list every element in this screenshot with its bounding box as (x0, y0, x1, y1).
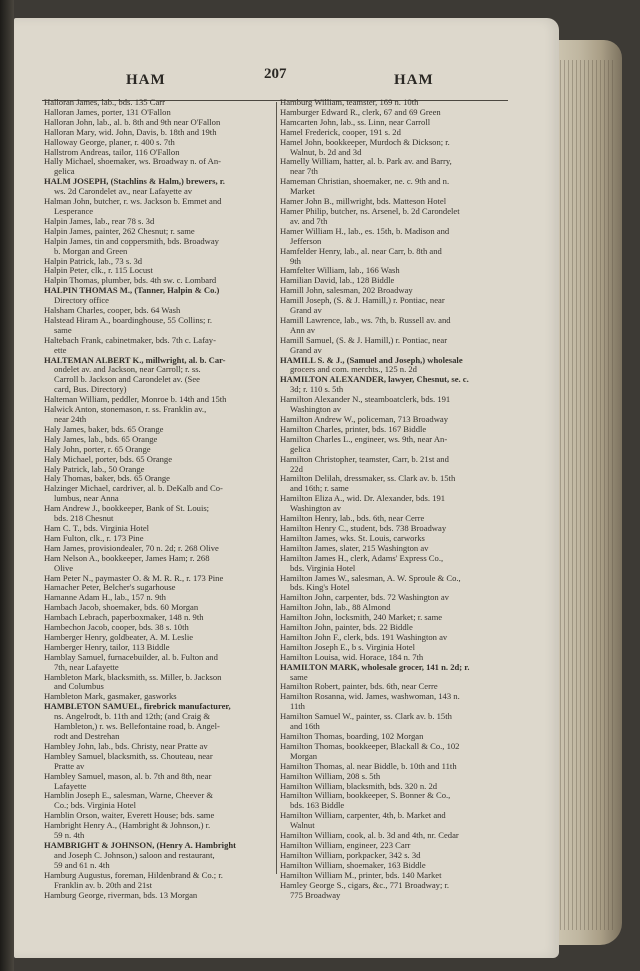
directory-entry-line: Directory office (54, 295, 109, 306)
directory-entry-line: 775 Broadway (290, 889, 341, 900)
directory-entry-line: Halsham Charles, cooper, bds. 64 Wash (44, 305, 181, 316)
directory-entry-line: Hamilton John, carpenter, bds. 72 Washington av (280, 592, 449, 603)
directory-entry-line: HALPIN THOMAS M., (Tanner, Halpin & Co.) (44, 285, 220, 296)
column-divider (276, 102, 277, 874)
directory-entry-line: Hambright Henry A., (Hambright & Johnson,) r. (44, 820, 211, 831)
directory-entry-line: Halloran John, lab., al. b. 8th and 9th near O'Fallon (44, 116, 221, 127)
directory-entry-line: Hamilton Rosanna, wid. James, washwoman, 143 n. (280, 691, 460, 702)
directory-entry-line: bds. King's Hotel (290, 582, 350, 593)
directory-entry-line: Grand av (290, 344, 322, 355)
directory-entry-line: Hamilton Delilah, dressmaker, ss. Clark av. b. 15th (280, 473, 456, 484)
directory-entry-line: Haly Michael, porter, bds. 65 Orange (44, 453, 173, 464)
binding-shadow (0, 0, 14, 971)
page-number: 207 (264, 66, 287, 82)
directory-entry-line: Hamilton John F., clerk, bds. 191 Washington av (280, 631, 448, 642)
directory-entry-line: and 16th; r. same (290, 483, 349, 494)
directory-entry-line: Hambley John, lab., bds. Christy, near Pratte av (44, 740, 208, 751)
directory-entry-line: Hamilton John, locksmith, 240 Market; r. same (280, 612, 443, 623)
header-right-keyword: HAM (394, 72, 434, 88)
directory-entry-line: lumbus, near Anna (54, 493, 119, 504)
directory-entry-line: 11th (290, 701, 305, 712)
directory-entry-line: Washington av (290, 503, 342, 514)
directory-entry-line: Hambleton Mark, gasmaker, gasworks (44, 691, 177, 702)
directory-entry-line: Haly James, baker, bds. 65 Orange (44, 423, 164, 434)
directory-entry-line: Pratte av (54, 760, 85, 771)
directory-entry-line: Hamer John B., millwright, bds. Matteson Hotel (280, 196, 447, 207)
directory-entry-line: 59 and 61 n. 4th (54, 859, 110, 870)
directory-entry-line: bds. 218 Chesnut (54, 513, 114, 524)
directory-entry-line: Halloran James, porter, 131 O'Fallon (44, 106, 171, 117)
directory-entry-line: Halloran Mary, wid. John, Davis, b. 18th and 19th (44, 126, 217, 137)
directory-entry-line: and Columbus (54, 681, 104, 692)
directory-entry-line: and 16th (290, 721, 320, 732)
directory-entry-line: Hamburg George, riverman, bds. 13 Morgan (44, 889, 198, 900)
directory-entry-line: Hamel John, bookkeeper, Murdoch & Dickson; r. (280, 136, 450, 147)
directory-entry-line: HALM JOSEPH, (Stachlins & Halm,) brewers, r. (44, 176, 225, 187)
directory-entry-line: Hamblin Joseph E., salesman, Warne, Cheever & (44, 790, 214, 801)
directory-entry-line: Hamilton William, shoemaker, 163 Biddle (280, 859, 426, 870)
directory-entry-line: bds. 163 Biddle (290, 800, 345, 811)
directory-entry-line: Ham James, provisiondealer, 70 n. 2d; r. 268 Olive (44, 542, 219, 553)
directory-entry-line: ondelet av. and Jackson, near Carroll; r. ss. (54, 364, 201, 375)
directory-entry-line: gelica (290, 443, 311, 454)
directory-entry-line: Hamilton Charles L., engineer, ws. 9th, near An- (280, 433, 448, 444)
directory-entry-line: HAMBRIGHT & JOHNSON, (Henry A. Hambright (44, 839, 237, 850)
page-stack-lines (560, 60, 614, 930)
page-header (14, 58, 559, 98)
directory-entry-line: Hamill Joseph, (S. & J. Hamill,) r. Pontiac, near (280, 295, 445, 306)
directory-entry-line: card, Bus. Directory) (54, 384, 127, 395)
directory-entry-line: Jefferson (290, 235, 322, 246)
directory-entry-line: same (290, 671, 308, 682)
directory-entry-line: gelica (54, 166, 75, 177)
directory-entry-line: Hameman Christian, shoemaker, ne. c. 9th and n. (280, 176, 450, 187)
directory-entry-line: Hamilton William, cook, al. b. 3d and 4th, nr. Cedar (280, 830, 459, 841)
directory-entry-line: Grand av (290, 305, 322, 316)
directory-entry-line: Hamilton James, slater, 215 Washington av (280, 542, 429, 553)
directory-entry-line: Halwick Anton, stonemason, r. ss. Franklin av., (44, 404, 207, 415)
directory-entry-line: Hamill Lawrence, lab., ws. 7th, b. Russell av. and (280, 314, 451, 325)
directory-entry-line: Hamfelder Henry, lab., al. near Carr, b. 8th and (280, 245, 442, 256)
directory-entry-line: HAMILTON ALEXANDER, lawyer, Chesnut, se. c. (280, 374, 469, 385)
directory-entry-line: Haly James, lab., bds. 65 Orange (44, 433, 158, 444)
directory-entry-line: Hambechon Jacob, cooper, bds. 38 s. 10th (44, 622, 189, 633)
directory-entry-line: ws. 2d Carondelet av., near Lafayette av (54, 186, 193, 197)
directory-entry-line: Hambach Lebrach, paperboxmaker, 148 n. 9th (44, 612, 204, 623)
directory-entry-line: Olive (54, 562, 74, 573)
directory-entry-line: Hamilton Thomas, boarding, 102 Morgan (280, 731, 424, 741)
directory-entry-line: b. Morgan and Green (54, 245, 128, 256)
directory-entry-line: Walnut, b. 2d and 3d (290, 146, 362, 157)
directory-entry-line: Morgan (290, 750, 318, 761)
directory-entry-line: Hamilton William, bookkeeper, S. Bonner & Co., (280, 790, 451, 801)
directory-entry-line: Ann av (290, 324, 316, 335)
directory-entry-line: Halteman William, peddler, Monroe b. 14th and 15th (44, 394, 227, 405)
directory-entry-line: Hamcarten John, lab., ss. Linn, near Carroll (280, 116, 431, 127)
directory-entry-line: Halloway George, planer, r. 400 s. 7th (44, 136, 175, 147)
directory-entry-line: Hamilton Christopher, teamster, Carr, b. 21st and (280, 453, 449, 464)
directory-entry-line: Hamilton Henry, lab., bds. 6th, near Cerre (280, 513, 425, 524)
directory-entry-line: bds. Virginia Hotel (290, 562, 356, 573)
directory-entry-line: Halpin Peter, clk., r. 115 Locust (44, 265, 153, 276)
directory-entry-line: Hamburg Augustus, foreman, Hildenbrand & Co.; r. (44, 869, 223, 880)
directory-entry-line: Ham Peter N., paymaster O. & M. R. R., r. 173 Pine (44, 572, 224, 583)
directory-entry-line: Hamilton Joseph E., b s. Virginia Hotel (280, 641, 415, 652)
directory-entry-line: Hambleton,) r. ws. Bellefontaine road, b. Angel- (54, 721, 220, 732)
left-column (44, 98, 274, 900)
directory-entry-line: Hamer Philip, butcher, ns. Arsenel, b. 2d Carondelet (280, 205, 460, 216)
directory-entry-line: Hamilton Henry C., student, bds. 738 Broadway (280, 522, 447, 533)
directory-entry-line: Hamburger Edward R., clerk, 67 and 69 Green (280, 106, 441, 117)
directory-entry-line: Hambley Samuel, blacksmith, ss. Chouteau, near (44, 750, 213, 761)
directory-entry-line: ns. Angelrodt, b. 11th and 12th; (and Craig & (54, 711, 211, 722)
directory-entry-line: Ham Fulton, clk., r. 173 Pine (44, 532, 144, 543)
directory-entry-line: Hamelly William, hatter, al. b. Park av. and Barry, (280, 156, 452, 167)
directory-entry-line: Co.; bds. Virginia Hotel (54, 800, 137, 811)
directory-entry-line: Hamberger Henry, tailor, 113 Biddle (44, 641, 170, 652)
directory-entry-line: 59 n. 4th (54, 830, 85, 841)
directory-entry-line: 9th (290, 255, 301, 266)
header-left-keyword: HAM (126, 72, 166, 88)
directory-entry-line: Lesperance (54, 205, 94, 216)
directory-entry-line: Ham Andrew J., bookkeeper, Bank of St. Louis; (44, 503, 210, 514)
directory-entry-line: Hamburg William, teamster, 169 n. 10th (280, 98, 419, 107)
directory-entry-line: Hamacher Peter, Belcher's sugarhouse (44, 582, 176, 593)
directory-entry-line: Halloran James, lab., bds. 135 Carr (44, 98, 166, 107)
directory-entry-line: Hamley George S., cigars, &c., 771 Broadway; r. (280, 879, 450, 890)
directory-entry-line: Hamilton William, porkpacker, 342 s. 3d (280, 849, 421, 860)
directory-entry-line: Hambach Jacob, shoemaker, bds. 60 Morgan (44, 602, 199, 613)
directory-entry-line: same (54, 324, 72, 335)
directory-entry-line: Market (290, 186, 315, 197)
directory-entry-line: rodt and Destrehan (54, 731, 120, 741)
directory-entry-line: Walnut (290, 820, 315, 831)
directory-entry-line: Haly Thomas, baker, bds. 65 Orange (44, 473, 170, 484)
directory-entry-line: Hamberger Henry, goldbeater, A. M. Leslie (44, 631, 194, 642)
directory-entry-line: 3d; r. 110 s. 5th (290, 384, 344, 395)
directory-entry-line: av. and 7th (290, 215, 328, 226)
directory-entry-line: HALTEMAN ALBERT K., millwright, al. b. Car- (44, 354, 226, 365)
directory-entry-line: near 24th (54, 414, 87, 424)
directory-entry-line: Hamilton Samuel W., painter, ss. Clark av. b. 15th (280, 711, 452, 722)
directory-entry-line: Ham C. T., bds. Virginia Hotel (44, 522, 150, 533)
directory-entry-line: 22d (290, 463, 303, 474)
directory-entry-line: Hamilian David, lab., 128 Biddle (280, 275, 395, 286)
directory-entry-line: Hamilton James W., salesman, A. W. Sproule & Co., (280, 572, 461, 583)
directory-entry-line: Hambley Samuel, mason, al. b. 7th and 8th, near (44, 770, 212, 781)
directory-entry-line: Hamilton Charles, printer, bds. 167 Biddle (280, 423, 427, 434)
directory-entry-line: Hamilton William, blacksmith, bds. 320 n. 2d (280, 780, 438, 791)
right-column (280, 98, 511, 900)
directory-entry-line: Hamilton Thomas, bookkeeper, Blackall & Co., 102 (280, 740, 460, 751)
directory-entry-line: Carroll b. Jackson and Carondelet av. (See (54, 374, 200, 385)
directory-entry-line: Halpin James, tin and coppersmith, bds. Broadway (44, 235, 219, 246)
directory-entry-line: Hambleton Mark, blacksmith, ss. Miller, b. Jackson (44, 671, 222, 682)
directory-entry-line: Halpin Patrick, lab., 73 s. 3d (44, 255, 143, 266)
directory-entry-line: grocers and com. merchts., 125 n. 2d (290, 364, 417, 375)
directory-entry-line: Hamblay Samuel, furnacebuilder, al. b. Fulton and (44, 651, 218, 662)
directory-entry-line: HAMILL S. & J., (Samuel and Joseph,) wholesale (280, 354, 463, 365)
directory-entry-line: Lafayette (54, 780, 87, 791)
directory-entry-line: Hamilton Robert, painter, bds. 6th, near Cerre (280, 681, 438, 692)
directory-entry-line: Halzinger Michael, cardriver, al. b. DeKalb and Co- (44, 483, 223, 494)
directory-entry-line: near 7th (290, 166, 318, 177)
directory-entry-line: Hamilton Louisa, wid. Horace, 184 n. 7th (280, 651, 424, 662)
directory-entry-line: Hamilton Thomas, al. near Biddle, b. 10th and 11th (280, 760, 457, 771)
directory-entry-line: Ham Nelson A., bookkeeper, James Ham; r. 268 (44, 552, 210, 563)
directory-entry-line: and Joseph C. Johnson,) saloon and restaurant, (54, 849, 215, 860)
directory-entry-line: Halstead Hiram A., boardinghouse, 55 Collins; r. (44, 314, 213, 325)
directory-entry-line: Hamill John, salesman, 202 Broadway (280, 285, 413, 296)
directory-entry-line: Hallstrom Andreas, tailor, 116 O'Fallon (44, 146, 180, 157)
directory-entry-line: Hamilton Andrew W., policeman, 713 Broadway (280, 414, 449, 424)
directory-entry-line: Hamilton William, carpenter, 4th, b. Market and (280, 810, 446, 821)
directory-entry-line: Hamilton James, wks. St. Louis, carworks (280, 532, 425, 543)
directory-entry-line: HAMILTON MARK, wholesale grocer, 141 n. 2d; r. (280, 661, 470, 672)
directory-entry-line: Hamilton William, engineer, 223 Carr (280, 839, 411, 850)
directory-entry-line: Hamilton Alexander N., steamboatclerk, bds. 191 (280, 394, 451, 405)
directory-entry-line: Hamblin Orson, waiter, Everett House; bds. same (44, 810, 215, 821)
directory-entry-line: Halpin Thomas, plumber, bds. 4th sw. c. Lombard (44, 275, 217, 286)
directory-entry-line: Haly John, porter, r. 65 Orange (44, 443, 151, 454)
directory-entry-line: Hamilton John, painter, bds. 22 Biddle (280, 622, 413, 633)
directory-entry-line: Hamanne Adam H., lab., 157 n. 9th (44, 592, 166, 603)
directory-entry-line: Hamilton John, lab., 88 Almond (280, 602, 391, 613)
directory-entry-line: Hamer William H., lab., es. 15th, b. Madison and (280, 225, 450, 236)
directory-entry-line: Hamill Samuel, (S. & J. Hamill,) r. Pontiac, near (280, 334, 448, 345)
directory-entry-line: Hamilton William M., printer, bds. 140 Market (280, 869, 442, 880)
directory-entry-line: Hally Michael, shoemaker, ws. Broadway n. of An- (44, 156, 221, 167)
directory-entry-line: Hamilton William, 208 s. 5th (280, 770, 381, 781)
directory-entry-line: ette (54, 344, 67, 355)
directory-entry-line: Hamilton James H., clerk, Adams' Express Co., (280, 552, 444, 563)
directory-entry-line: Halpin James, lab., rear 78 s. 3d (44, 215, 155, 226)
directory-entry-line: Haltebach Frank, cabinetmaker, bds. 7th c. Lafay- (44, 334, 216, 345)
directory-entry-line: Haly Patrick, lab., 50 Orange (44, 463, 145, 474)
directory-entry-line: 7th, near Lafayette (54, 661, 119, 672)
directory-entry-line: Hamfelter William, lab., 166 Wash (280, 265, 400, 276)
directory-entry-line: Hamel Frederick, cooper, 191 s. 2d (280, 126, 401, 137)
directory-entry-line: Franklin av. b. 20th and 21st (54, 879, 153, 890)
directory-entry-line: Halman John, butcher, r. ws. Jackson b. Emmet and (44, 196, 222, 207)
directory-entry-line: Hamilton Eliza A., wid. Dr. Alexander, bds. 191 (280, 493, 446, 504)
directory-entry-line: Washington av (290, 404, 342, 415)
directory-entry-line: HAMBLETON SAMUEL, firebrick manufacturer, (44, 701, 231, 712)
directory-entry-line: Halpin James, painter, 262 Chesnut; r. same (44, 225, 195, 236)
